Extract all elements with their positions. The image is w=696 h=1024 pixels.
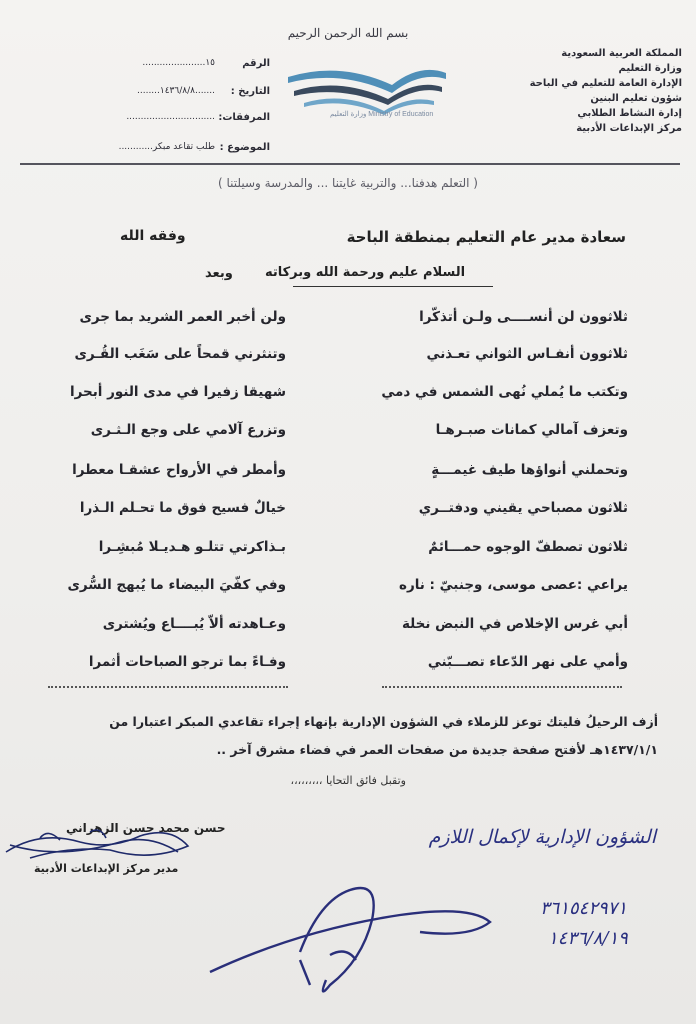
verse-right: ثلاثون تصطفّ الوجوه حمـــائمٌ [428, 539, 628, 555]
ministry-line: وزارة التعليم [618, 63, 682, 74]
body-paragraph-line: أزف الرحيلُ فليتك توعز للزملاء في الشؤون الإدارية بإنهاء إجراء تقاعدي المبكر اعتبارا من [109, 714, 658, 729]
signatory-name: حسن محمد حسن الزهراني [66, 821, 226, 835]
subject-value: ............طلب تقاعد مبكر [118, 142, 215, 152]
verse-right: وأمي على نهر الدّعاء تصـــبّني [427, 654, 628, 670]
verse-left: وأمطر في الأرواح عشقـا معطرا [72, 462, 286, 478]
motto: ( التعلم هدفنا... والتربية غايتنا ... والمدرسة وسيلتنا ) [217, 176, 478, 190]
verse-right: أبي غرس الإخلاص في النبض نخلة [401, 616, 628, 632]
verse-right: ثلاثوون أنفـاس الثواني تعـذني [426, 346, 628, 362]
verse-right: وتكتب ما يُملي نُهى الشمس في دمي [381, 384, 628, 400]
poem-end-dots [48, 686, 288, 688]
handwritten-ref-number: ٣٦١٥٤٢٩٧١ [540, 898, 628, 919]
ministry-header-block [530, 46, 682, 136]
number-label: الرقم [242, 58, 270, 69]
verse-left: وتزرع آلامي على وجع الـثـرى [90, 422, 286, 438]
handwritten-note: الشؤون الإدارية لإكمال اللازم [428, 826, 656, 848]
verse-left: وتنثرني قمحاً على سَغَب القُـرى [74, 346, 286, 362]
poem-end-dots [382, 686, 622, 688]
ministry-line: مركز الإبداعات الأدبية [576, 123, 682, 134]
verse-right: ثلاثوون لن أنســــى ولـن أتذكّرا [419, 309, 628, 325]
ministry-line: الإدارة العامة للتعليم في الباحة [529, 78, 682, 89]
signatory-title: مدير مركز الإبداعات الأدبية [34, 862, 179, 875]
addressee: سعادة مدير عام التعليم بمنطقة الباحة [346, 228, 626, 246]
attachments-value: ............................... [126, 112, 215, 122]
ministry-line: شؤون تعليم البنين [590, 93, 682, 104]
date-field [70, 86, 270, 106]
blessing: وفقه الله [120, 228, 186, 244]
verse-right: ثلاثون مصباحي يقيني ودفتــري [418, 500, 628, 516]
verse-right: وتعزف آمالي كمانات صبـرهـا [435, 422, 628, 438]
number-value: ......................١٥ [142, 58, 215, 68]
verse-left: وفي كفّيَ البيضاء ما يُبهج السُّرى [67, 577, 286, 593]
subject-field [70, 142, 270, 162]
attachments-label: المرفقات: [218, 112, 270, 123]
verse-left: خيالٌ فسيح فوق ما تحـلم الـذرا [79, 500, 286, 516]
ministry-line: المملكة العربية السعودية [561, 48, 682, 59]
handwritten-date: ١٤٣٦/٨/١٩ [548, 928, 628, 949]
greeting: السلام عليم ورحمة الله وبركاته [264, 265, 466, 280]
greeting-underline [293, 286, 493, 287]
ministry-line: إدارة النشاط الطلابي [577, 108, 682, 119]
subject-label: الموضوع : [219, 142, 270, 153]
after-greeting: وبعد [205, 266, 233, 281]
verse-left: وفـاءً بما ترجو الصباحات أثمرا [88, 654, 286, 670]
date-label: التاريخ : [230, 86, 270, 97]
verse-right: وتحملني أنواؤها طيف غيمـــةٍ [431, 462, 628, 478]
verse-left: بـذاكرتي تتلـو هـديـلا مُبشِـرا [98, 539, 286, 555]
verse-right: يراعي :عصى موسى، وجنبيّ : ناره [398, 577, 628, 593]
header-divider [20, 163, 680, 165]
basmala: بسم الله الرحمن الرحيم [287, 26, 409, 40]
verse-left: وعـاهدته ألاّ يُبــــاع ويُشترى [102, 616, 286, 632]
date-value: ........١٤٣٦/٨/٨....... [137, 86, 215, 96]
attachments-field [70, 112, 270, 132]
logo-caption: وزارة التعليم Ministry of Education [330, 111, 434, 118]
number-field [70, 58, 270, 78]
verse-left: شهيقا زفيرا في مدى النور أبحرا [69, 384, 286, 400]
body-paragraph-line: ١٤٣٧/١/١هـ لأفتح صفحة جديدة من صفحات العمر في فضاء مشرق آخر .. [216, 742, 658, 757]
closing-line: وتقبل فائق التحايا ،،،،،،،،، [290, 774, 406, 787]
verse-left: ولن أخبر العمر الشريد بما جرى [79, 309, 286, 325]
approval-signature [210, 888, 490, 991]
ministry-of-education-logo [280, 55, 450, 130]
